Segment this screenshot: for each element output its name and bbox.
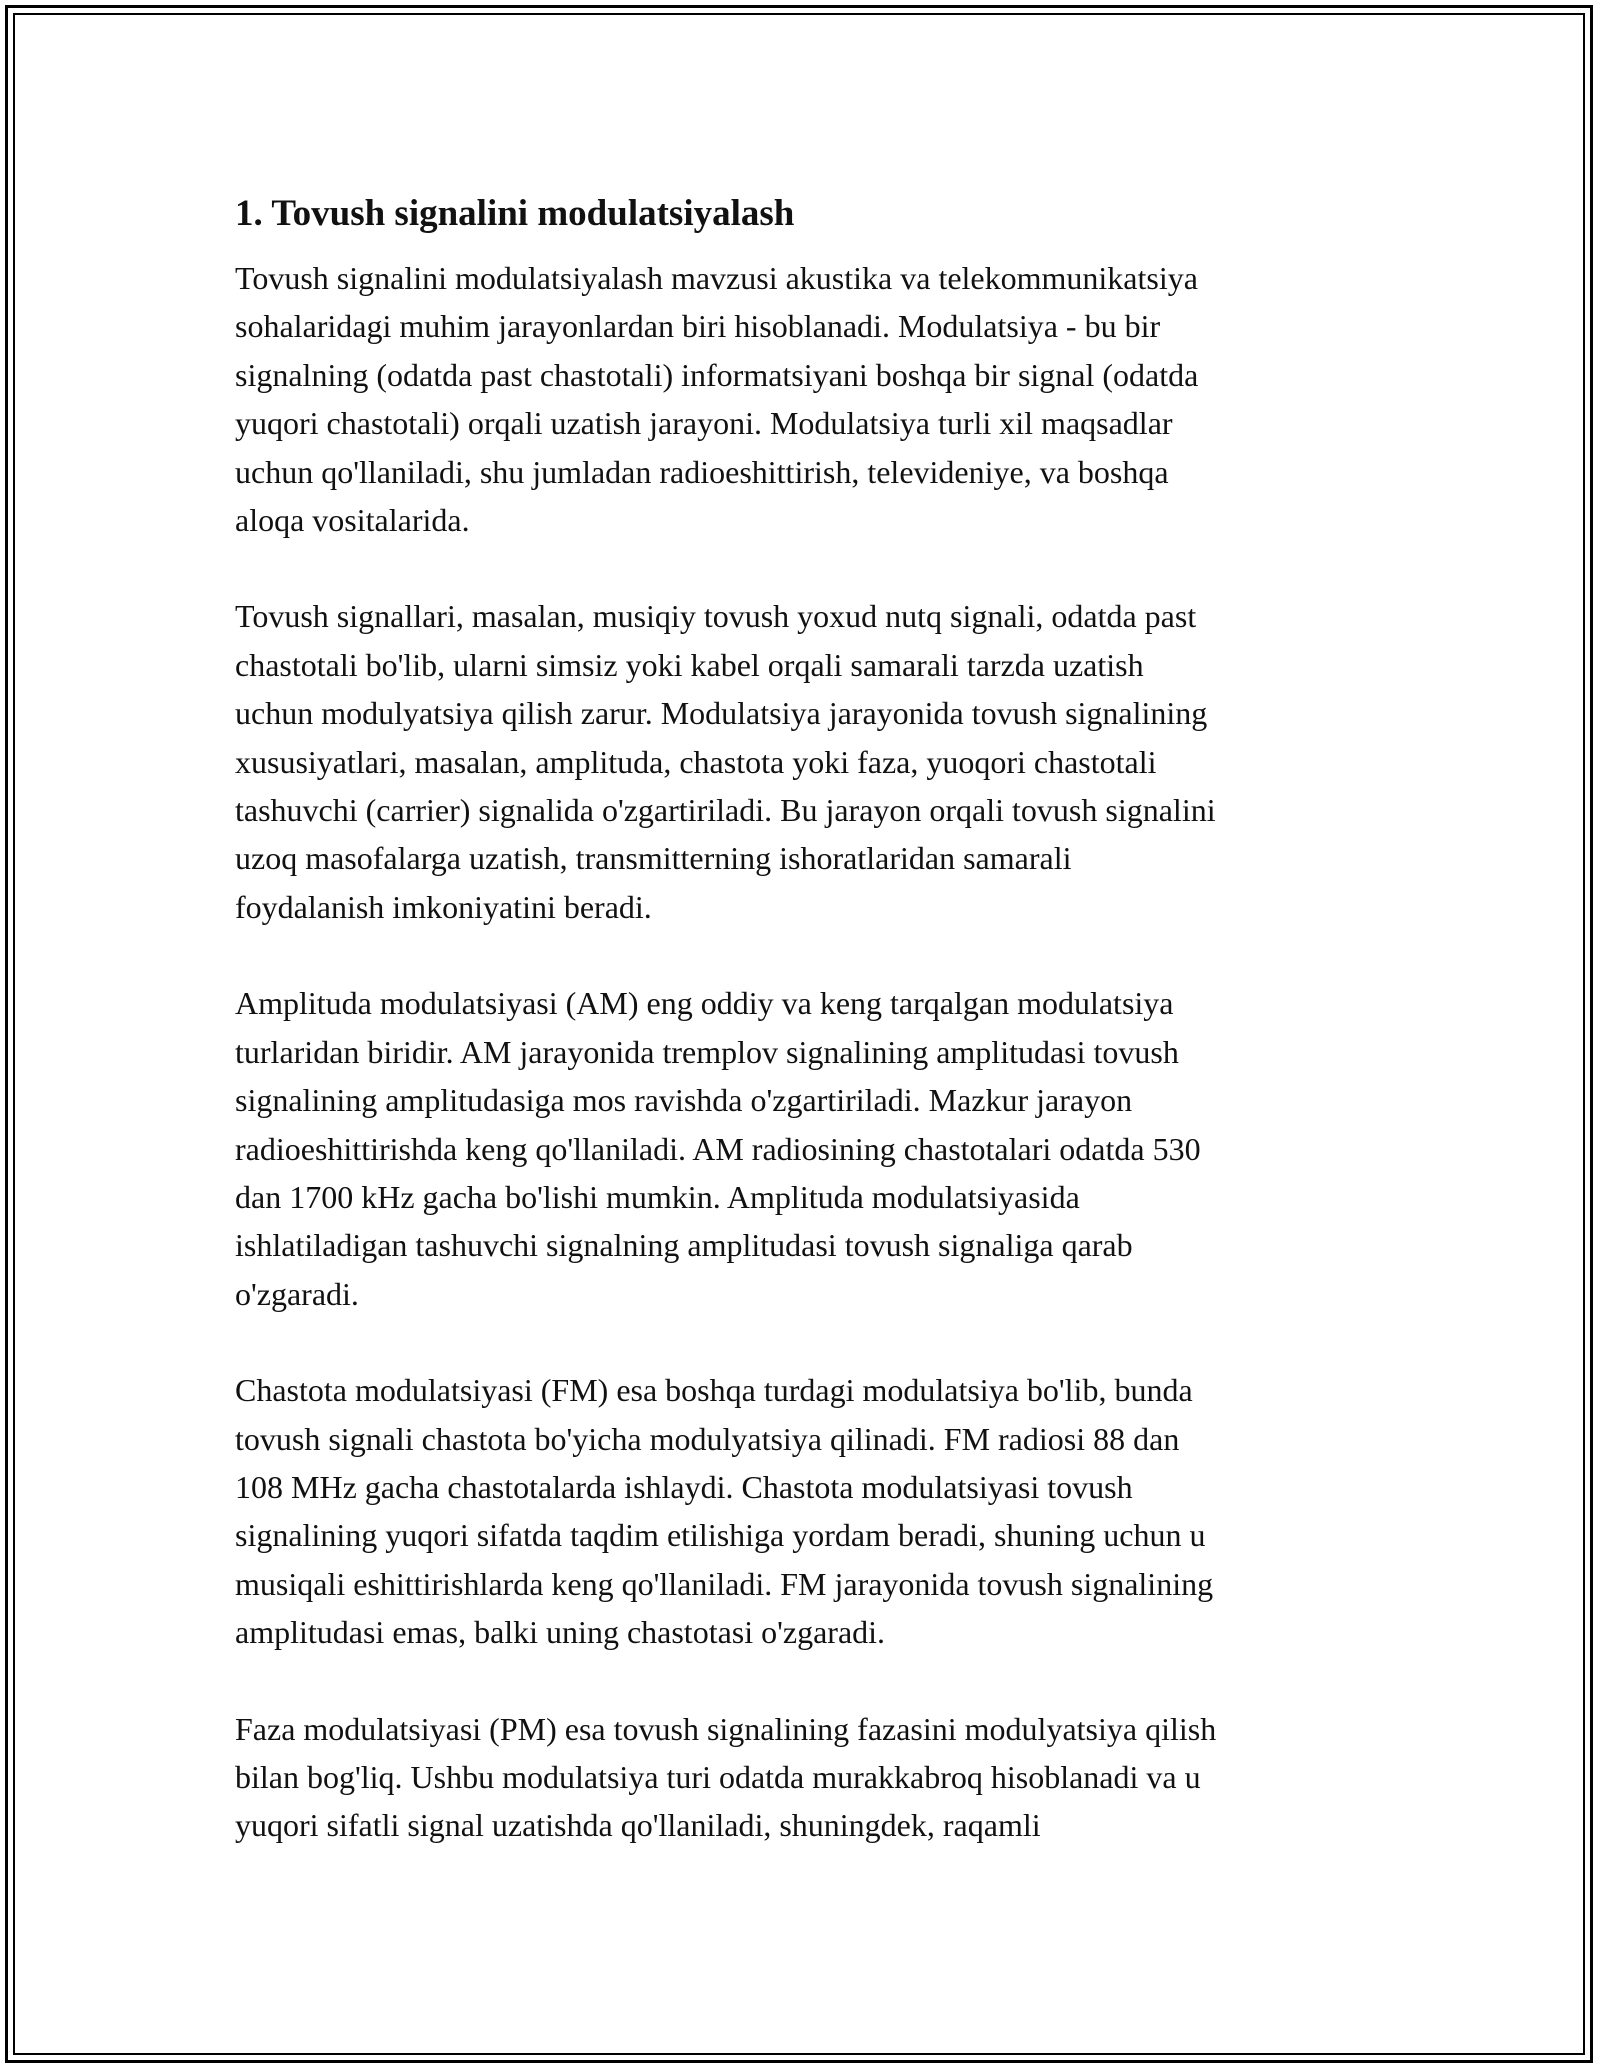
text-line: sohalaridagi muhim jarayonlardan biri hisoblanadi. Modulatsiya - bu bir [235,308,1161,345]
text-line: signalining amplitudasiga mos ravishda o'zgartiriladi. Mazkur jarayon [235,1082,1133,1119]
text-line: Chastota modulatsiyasi (FM) esa boshqa turdagi modulatsiya bo'lib, bunda [235,1372,1193,1409]
text-line: Tovush signallari, masalan, musiqiy tovush yoxud nutq signali, odatda past [235,598,1197,635]
paragraph-fm [235,1366,1395,1656]
text-line: aloqa vositalarida. [235,502,470,539]
text-line: yuqori sifatli signal uzatishda qo'llaniladi, shuningdek, raqamli [235,1807,1041,1844]
text-line: xususiyatlari, masalan, amplituda, chastota yoki faza, yuoqori chastotali [235,743,1157,780]
text-line: bilan bog'liq. Ushbu modulatsiya turi odatda murakkabroq hisoblanadi va u [235,1758,1201,1795]
paragraph-pm [235,1705,1395,1850]
text-line: tashuvchi (carrier) signalida o'zgartiriladi. Bu jarayon orqali tovush signalini [235,792,1216,829]
text-line: ishlatiladigan tashuvchi signalning amplitudasi tovush signaliga qarab [235,1227,1133,1264]
text-line: tovush signali chastota bo'yicha modulyatsiya qilinadi. FM radiosi 88 dan [235,1420,1180,1457]
section-heading: 1. Tovush signalini modulatsiyalash [235,193,795,234]
text-line: Faza modulatsiyasi (PM) esa tovush signalining fazasini modulyatsiya qilish [235,1710,1217,1747]
text-line: radioeshittirishda keng qo'llaniladi. AM radiosining chastotalari odatda 530 [235,1130,1201,1167]
text-line: turlaridan biridir. AM jarayonida tremplov signalining amplitudasi tovush [235,1033,1179,1070]
text-line: uzoq masofalarga uzatish, transmitterning ishoratlaridan samarali [235,840,1072,877]
text-line: uchun qo'llaniladi, shu jumladan radioeshittirish, televideniye, va boshqa [235,453,1169,490]
text-line: Amplituda modulatsiyasi (AM) eng oddiy va keng tarqalgan modulatsiya [235,985,1174,1022]
paragraph-am [235,979,1395,1318]
text-line: 108 MHz gacha chastotalarda ishlaydi. Chastota modulatsiyasi tovush [235,1468,1133,1505]
text-line: Tovush signalini modulatsiyalash mavzusi akustika va telekommunikatsiya [235,260,1198,296]
text-line: signalining yuqori sifatda taqdim etilishiga yordam beradi, shuning uchun u [235,1517,1206,1554]
text-line: yuqori chastotali) orqali uzatish jarayoni. Modulatsiya turli xil maqsadlar [235,405,1173,442]
text-line: amplitudasi emas, balki uning chastotasi o'zgaradi. [235,1614,886,1651]
text-line: dan 1700 kHz gacha bo'lishi mumkin. Amplituda modulatsiyasida [235,1178,1080,1215]
text-line: chastotali bo'lib, ularni simsiz yoki kabel orqali samarali tarzda uzatish [235,646,1144,683]
text-line: foydalanish imkoniyatini beradi. [235,888,652,925]
text-line: signalning (odatda past chastotali) informatsiyani boshqa bir signal (odatda [235,356,1199,393]
paragraph-intro [235,254,1395,544]
document-body [235,190,1395,1898]
text-line: musiqali eshittirishlarda keng qo'llaniladi. FM jarayonida tovush signalining [235,1565,1214,1602]
text-line: o'zgaradi. [235,1275,359,1312]
paragraph-sound-signals [235,592,1395,931]
text-line: uchun modulyatsiya qilish zarur. Modulatsiya jarayonida tovush signalining [235,695,1208,732]
